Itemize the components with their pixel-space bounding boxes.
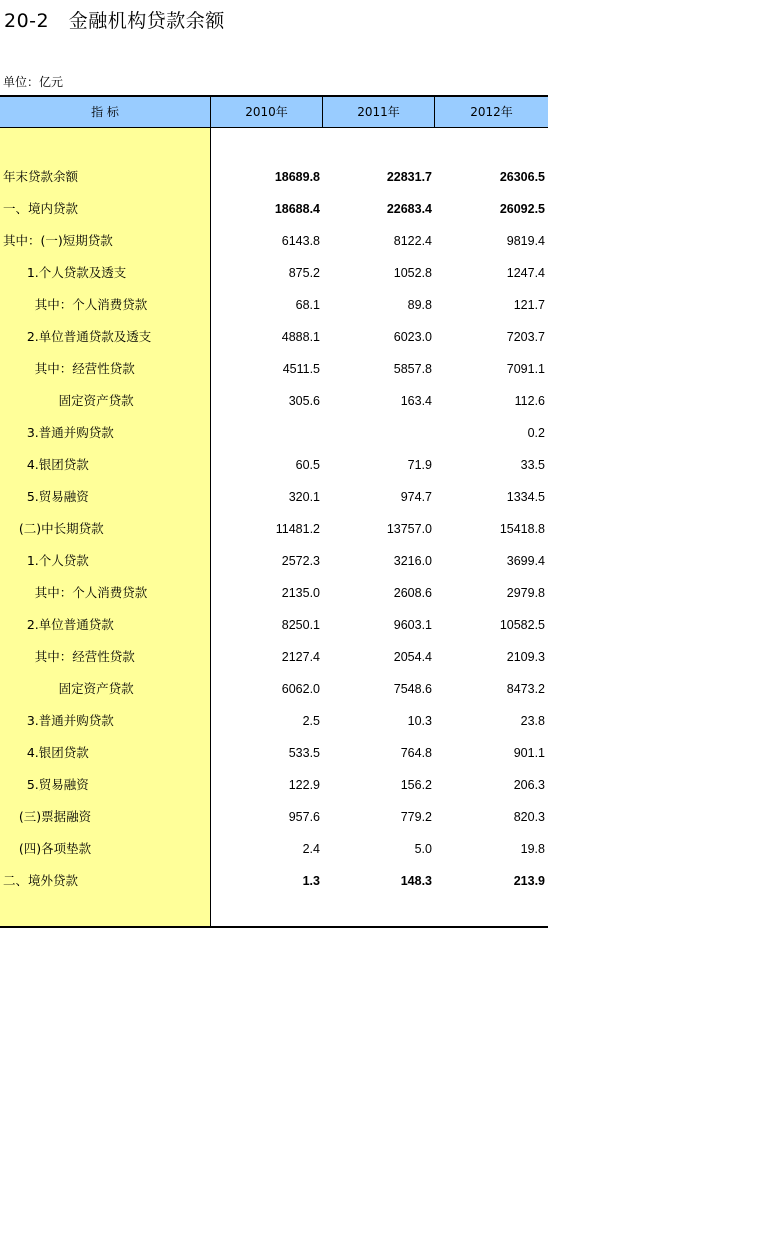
row-value-2011: 163.4 [400,394,432,408]
row-value-2010: 2135.0 [281,586,320,600]
row-value-2011: 8122.4 [393,234,432,248]
row-value-2012: 7203.7 [506,330,545,344]
table-row [0,769,548,801]
row-value-2012: 19.8 [520,842,545,856]
row-value-2010: 6143.8 [281,234,320,248]
row-value-2012: 1247.4 [506,266,545,280]
header-year-2010: 2010年 [211,97,323,128]
table-row [0,193,548,225]
row-value-2012: 112.6 [514,394,545,408]
row-value-2010: 2.4 [302,842,320,856]
row-value-2012: 7091.1 [506,362,545,376]
header-year-2012: 2012年 [470,105,513,119]
row-value-2012: 2979.8 [506,586,545,600]
table-header [0,95,548,128]
row-value-2012: 820.3 [513,810,545,824]
row-label: 4.银团贷款 [3,745,89,760]
table-row [0,513,548,545]
row-value-2010: 1.3 [302,874,320,888]
row-label: 5.贸易融资 [3,489,89,504]
row-value-2010: 68.1 [295,298,320,312]
row-value-2011: 2054.4 [393,650,432,664]
row-label: 其中：经营性贷款 [3,649,135,664]
row-value-2010: 11481.2 [275,522,320,536]
table-row [0,449,548,481]
table-row [0,257,548,289]
table-row [0,705,548,737]
row-value-2011: 22831.7 [386,170,432,184]
row-label: 2.单位普通贷款及透支 [3,329,152,344]
row-value-2012: 23.8 [520,714,545,728]
row-value-2011: 3216.0 [393,554,432,568]
row-value-2011: 6023.0 [393,330,432,344]
row-value-2011: 13757.0 [386,522,432,536]
row-value-2012: 15418.8 [499,522,545,536]
row-label: 3.普通并购贷款 [3,425,114,440]
row-value-2010: 4888.1 [281,330,320,344]
header-year-2011: 2011年 [323,97,435,128]
row-value-2011: 10.3 [407,714,432,728]
row-label: (四)各项垫款 [3,841,92,856]
table-row [0,545,548,577]
row-value-2010: 2.5 [302,714,320,728]
row-label: 年末贷款余额 [3,169,79,184]
row-label: 固定资产贷款 [3,681,134,696]
row-label: (二)中长期贷款 [3,521,104,536]
row-value-2010 [211,417,320,449]
row-value-2011: 1052.8 [393,266,432,280]
row-label: 其中：(一)短期贷款 [3,233,113,248]
row-value-2012: 206.3 [513,778,545,792]
row-value-2010: 2127.4 [281,650,320,664]
table-row [0,481,548,513]
row-value-2010: 305.6 [288,394,320,408]
row-label: 5.贸易融资 [3,777,89,792]
row-value-2011: 156.2 [400,778,432,792]
table-row [0,353,548,385]
page-title: 20-2 金融机构贷款余额 [4,10,225,32]
unit-label: 单位：亿元 [3,75,64,89]
table-bottom-border [0,926,548,928]
row-value-2011: 7548.6 [393,682,432,696]
row-label: 一、境内贷款 [3,201,79,216]
row-label: 其中：经营性贷款 [3,361,135,376]
table-row [0,577,548,609]
row-value-2011: 779.2 [400,810,432,824]
row-value-2011: 2608.6 [393,586,432,600]
row-value-2010: 957.6 [288,810,320,824]
row-label: 2.单位普通贷款 [3,617,114,632]
row-label: 固定资产贷款 [3,393,134,408]
row-value-2012: 33.5 [520,458,545,472]
row-value-2010: 122.9 [288,778,320,792]
row-value-2010: 533.5 [288,746,320,760]
row-value-2011: 9603.1 [393,618,432,632]
row-value-2012: 26092.5 [499,202,545,216]
row-label: 3.普通并购贷款 [3,713,114,728]
row-value-2010: 6062.0 [281,682,320,696]
row-value-2010: 875.2 [288,266,320,280]
row-label: 1.个人贷款及透支 [3,265,127,280]
row-value-2012: 0.2 [527,426,545,440]
row-label: 二、境外贷款 [3,873,79,888]
table-row [0,865,548,897]
table-row [0,289,548,321]
row-value-2010: 8250.1 [281,618,320,632]
row-value-2012: 213.9 [513,874,545,888]
row-label: 1.个人贷款 [3,553,89,568]
row-value-2012: 901.1 [513,746,545,760]
row-value-2010: 320.1 [288,490,320,504]
table-row [0,417,548,449]
table-row [0,385,548,417]
row-value-2011: 148.3 [400,874,432,888]
row-value-2012: 2109.3 [506,650,545,664]
row-value-2011 [323,417,432,449]
row-value-2011: 764.8 [400,746,432,760]
row-value-2012: 26306.5 [499,170,545,184]
table-row [0,801,548,833]
table-row [0,737,548,769]
row-value-2011: 974.7 [400,490,432,504]
table-body [0,161,548,897]
row-value-2010: 18688.4 [274,202,320,216]
table-row [0,833,548,865]
row-value-2011: 5857.8 [393,362,432,376]
row-value-2011: 5.0 [414,842,432,856]
row-value-2012: 1334.5 [506,490,545,504]
row-label: 4.银团贷款 [3,457,89,472]
row-value-2010: 2572.3 [281,554,320,568]
table-row [0,641,548,673]
header-indicator: 指 标 [0,97,211,128]
row-label: (三)票据融资 [3,809,92,824]
row-value-2012: 9819.4 [506,234,545,248]
row-label: 其中：个人消费贷款 [3,297,148,312]
row-value-2012: 121.7 [513,298,545,312]
table-row [0,321,548,353]
row-label: 其中：个人消费贷款 [3,585,148,600]
table-row [0,161,548,193]
table-row [0,609,548,641]
row-value-2011: 89.8 [407,298,432,312]
row-value-2010: 60.5 [295,458,320,472]
table-row [0,673,548,705]
row-value-2012: 10582.5 [499,618,545,632]
row-value-2010: 18689.8 [274,170,320,184]
row-value-2011: 22683.4 [386,202,432,216]
table-row [0,225,548,257]
row-value-2012: 3699.4 [506,554,545,568]
row-value-2011: 71.9 [407,458,432,472]
row-value-2010: 4511.5 [282,362,320,376]
row-value-2012: 8473.2 [506,682,545,696]
